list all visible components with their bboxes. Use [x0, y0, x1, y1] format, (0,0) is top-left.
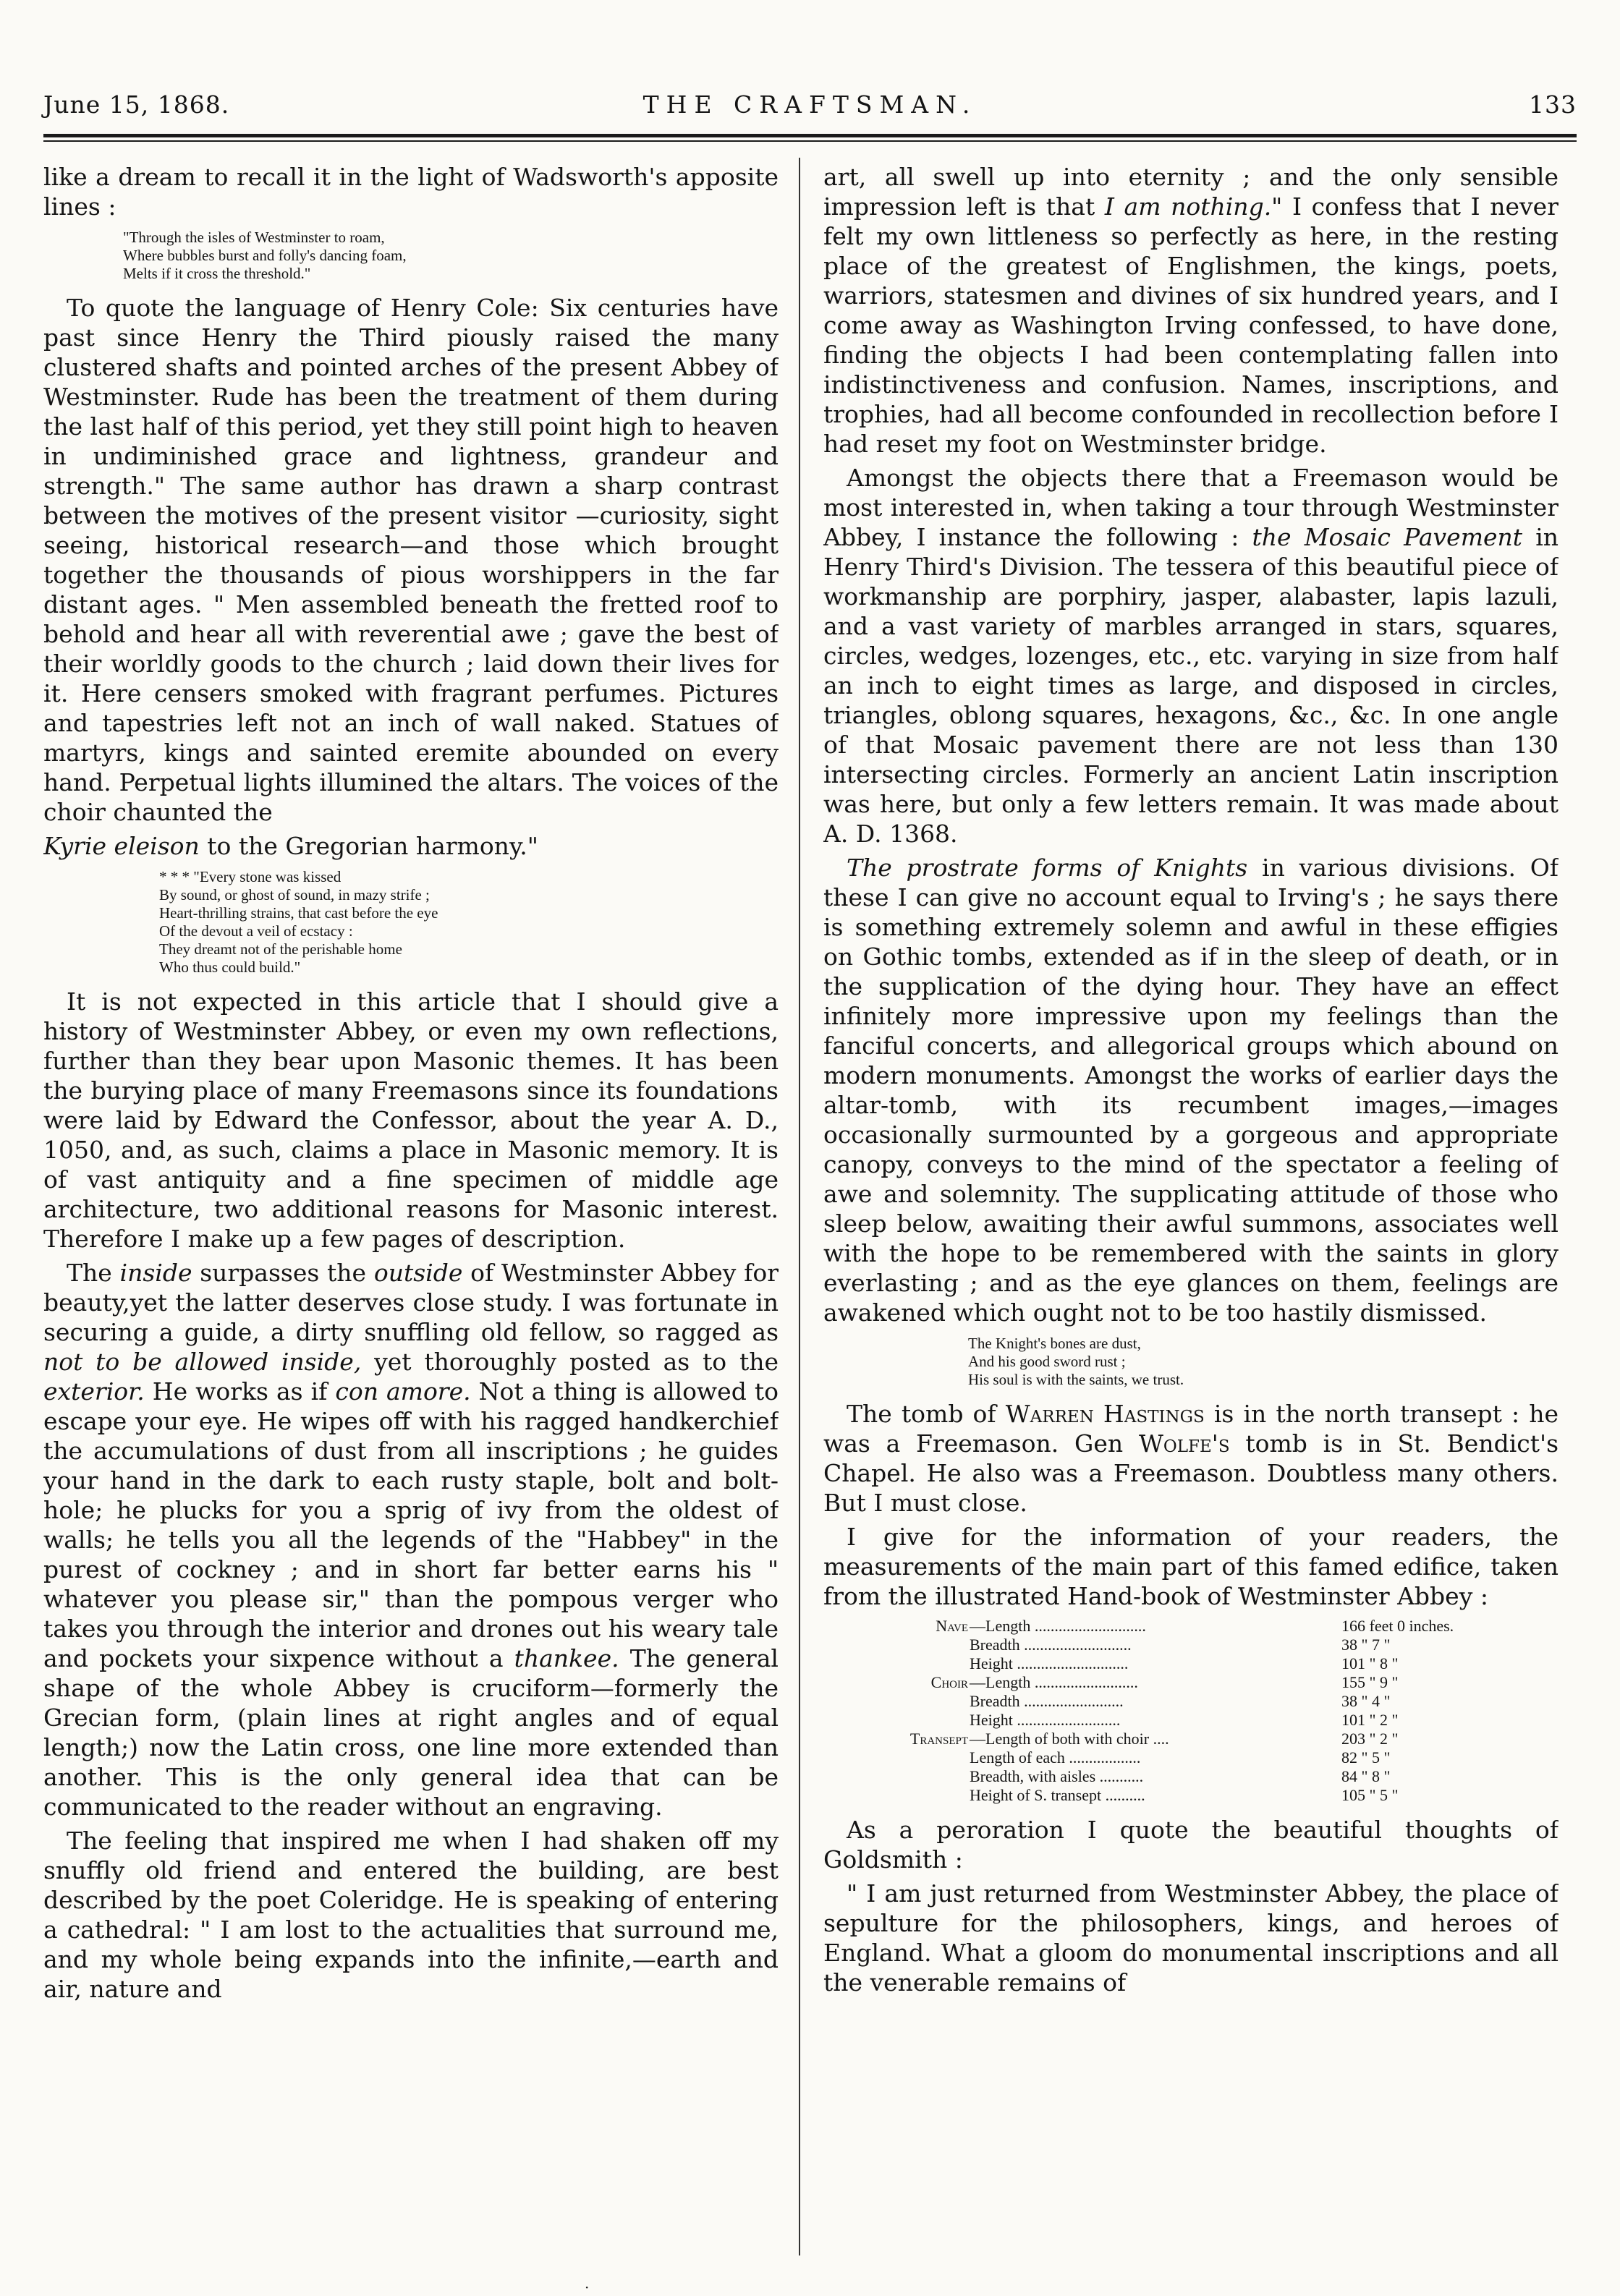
- italic-phrase: Kyrie eleison: [43, 832, 200, 860]
- verse-line: By sound, or ghost of sound, in mazy strife ;: [159, 886, 430, 903]
- text-run: The tomb of: [847, 1400, 996, 1428]
- text-run: is in the north transept : he was a Freemason. Gen: [823, 1400, 1558, 1458]
- italic-phrase: thankee.: [514, 1644, 619, 1672]
- measurement-section: [867, 1692, 970, 1711]
- italic-phrase: the Mosaic Pavement: [1252, 523, 1523, 551]
- text-run: art, all swell up into eternity ; and the only sensible impression left is that: [823, 163, 1558, 221]
- text-run: He works as if: [152, 1377, 328, 1406]
- text-run: in various divisions. Of these I can give no account equal to Irving's ; he says there is something extremely solemn and awful in these effigies on Gothic tombs, extended as if in the sleep of death, or in the supplication of the dying hour. They have an effect infinitely more impressive upon my feelings than the fanciful concerts, and allegorical groups which abound on modern monuments. Amongst the works of earlier days the altar-tomb, with its recumbent images,—images occasionally surmounted by a gorgeous and appropriate canopy, conveys to the mind of the spectator a feeling of awe and solemnity. The supplicating attitude of those who sleep below, awaiting their awful summons, associates well with the hope to be remembered with the saints in glory everlasting ; and as the eye glances on them, feelings are awakened which ought not to be too hastily dismissed.: [823, 854, 1558, 1327]
- italic-phrase: outside: [373, 1259, 463, 1287]
- paragraph: [823, 463, 1558, 849]
- italic-phrase: exterior.: [43, 1377, 145, 1406]
- text-run: in Henry Third's Division. The tessera of this beautiful piece of workmanship are porphiry, jasper, alabaster, lapis lazuli, and a vast variety of marbles arranged in stars, squares, circles, wedges, lozenges, etc., etc. varying in size from half an inch to eight times as large, and disposed in circles, triangles, oblong squares, hexagons, &c., &c. In one angle of that Mosaic pavement there are not less than 130 intersecting circles. Formerly an ancient Latin inscription was here, but only a few letters remain. It was made about A. D. 1368.: [823, 523, 1558, 848]
- header-rule-thick: [43, 134, 1577, 137]
- measurement-section: [867, 1636, 970, 1654]
- text-run: of Westminster Abbey for beauty,yet the latter deserves close study. I was fortunate in securing a guide, a dirty snuffling old fellow, so ragged as: [43, 1259, 779, 1346]
- measurement-section: Choir: [930, 1673, 968, 1691]
- measurement-label: —Length of both with choir ....: [970, 1730, 1169, 1748]
- measurement-row: [867, 1767, 1558, 1786]
- text-run: Amongst the objects there that a Freemason would be most interested in, when taking a tour through Westminster Abbey, I instance the following :: [823, 464, 1558, 551]
- print-mark: ·: [585, 2279, 590, 2296]
- measurement-row: [867, 1730, 1558, 1748]
- measurement-label: Length of each ..................: [970, 1748, 1141, 1766]
- italic-phrase: I am nothing.": [1104, 192, 1283, 221]
- small-caps-name: Wolfe's: [1138, 1429, 1230, 1458]
- measurement-row: [867, 1654, 1558, 1673]
- paragraph: [823, 162, 1558, 459]
- verse-wadsworth: [123, 229, 779, 283]
- measurement-label: —Length ..........................: [970, 1673, 1138, 1691]
- measurement-value: 101 " 2 ": [1341, 1711, 1399, 1729]
- measurement-row: [867, 1692, 1558, 1711]
- paragraph: As a peroration I quote the beautiful thoughts of Goldsmith :: [823, 1816, 1558, 1874]
- paragraph: " I am just returned from Westminster Abbey, the place of sepulture for the philosophers, kings, and heroes of England. What a gloom do monumental inscriptions and all the venerable remains of: [823, 1879, 1558, 1997]
- header-rule-thin: [43, 140, 1577, 142]
- page-header: [43, 90, 1577, 134]
- measurement-label: Breadth ...........................: [970, 1636, 1132, 1654]
- paragraph: [823, 853, 1558, 1327]
- column-divider: [799, 158, 800, 2255]
- measurement-value: 84 " 8 ": [1341, 1767, 1391, 1785]
- measurement-section: [867, 1654, 970, 1673]
- issue-date: June 15, 1868.: [43, 90, 230, 119]
- measurement-section: [867, 1786, 970, 1805]
- text-run: to the Gregorian harmony.": [207, 832, 538, 860]
- paragraph: [43, 831, 779, 861]
- paragraph: like a dream to recall it in the light of Wadsworth's apposite lines :: [43, 163, 779, 221]
- verse-line: Melts if it cross the threshold.": [123, 265, 311, 282]
- verse-coleridge: [159, 868, 779, 977]
- text-run: yet thoroughly posted as to the: [374, 1348, 779, 1376]
- text-run: surpasses the: [200, 1259, 367, 1287]
- text-run: The general shape of the whole Abbey is cruciform—formerly the Grecian form, (plain lines at right angles and of equal length;) now the Latin cross, one line more extended than another. This is the only general idea that can be communicated to the reader without an engraving.: [43, 1644, 779, 1821]
- measurement-label: Breadth .........................: [970, 1692, 1124, 1710]
- measurement-value: 166 feet 0 inches.: [1341, 1617, 1454, 1635]
- paragraph: It is not expected in this article that I should give a history of Westminster Abbey, or even my own reflections, further than they bear upon Masonic themes. It has been the burying place of many Freemasons since its foundations were laid by Edward the Confessor, about the year A. D., 1050, and, as such, claims a place in Masonic memory. It is of vast antiquity and a fine specimen of middle age architecture, two additional reasons for Masonic interest. Therefore I make up a few pages of description.: [43, 987, 779, 1253]
- measurement-label: —Length ............................: [970, 1617, 1146, 1635]
- measurement-value: 38 " 7 ": [1341, 1636, 1391, 1654]
- measurement-row: [867, 1786, 1558, 1805]
- measurement-row: [867, 1636, 1558, 1654]
- measurement-section: [867, 1748, 970, 1767]
- small-caps-name: Warren Hastings: [1005, 1400, 1205, 1428]
- verse-line: Where bubbles burst and folly's dancing foam,: [123, 247, 407, 264]
- measurement-section: [867, 1711, 970, 1730]
- verse-knight: [968, 1335, 1558, 1389]
- measurement-row: [867, 1748, 1558, 1767]
- verse-line: The Knight's bones are dust,: [968, 1335, 1141, 1352]
- left-column: [43, 162, 779, 2260]
- page-number: 133: [1529, 90, 1577, 119]
- verse-line: Of the devout a veil of ecstacy :: [159, 922, 353, 940]
- italic-phrase: The prostrate forms of Knights: [847, 854, 1248, 882]
- measurement-value: 38 " 4 ": [1341, 1692, 1391, 1710]
- italic-phrase: inside: [119, 1259, 192, 1287]
- verse-line: "Through the isles of Westminster to roam,: [123, 229, 385, 246]
- paragraph: [43, 1258, 779, 1821]
- measurement-row: [867, 1673, 1558, 1692]
- paragraph: To quote the language of Henry Cole: Six centuries have past since Henry the Third piously raised the many clustered shafts and pointed arches of the present Abbey of Westminster. Rude has been the treatment of them during the last half of this period, yet they still point high to heaven in undiminished grace and lightness, grandeur and strength." The same author has drawn a sharp contrast between the motives of the present visitor —curiosity, sight seeing, historical research—and those which brought together the thousands of pious worshippers in the far distant ages. " Men assembled beneath the fretted roof to behold and hear all with reverential awe ; gave the best of their worldly goods to the church ; laid down their lives for it. Here censers smoked with fragrant perfumes. Pictures and tapestries left not an inch of wall naked. Statues of martyrs, kings and sainted eremite abounded on every hand. Perpetual lights illumined the altars. The voices of the choir chaunted the: [43, 294, 779, 826]
- measurement-row: [867, 1711, 1558, 1730]
- text-run: The: [67, 1259, 112, 1287]
- measurement-label: Height ............................: [970, 1654, 1129, 1672]
- measurement-label: Height ..........................: [970, 1711, 1121, 1729]
- measurement-value: 155 " 9 ": [1341, 1673, 1399, 1691]
- measurement-value: 101 " 8 ": [1341, 1654, 1399, 1672]
- measurement-label: Height of S. transept ..........: [970, 1786, 1145, 1804]
- verse-line: Heart-thrilling strains, that cast before the eye: [159, 904, 438, 922]
- verse-line: And his good sword rust ;: [968, 1353, 1126, 1370]
- publication-title: THE CRAFTSMAN.: [643, 90, 977, 119]
- verse-line: * * * "Every stone was kissed: [159, 868, 342, 885]
- measurement-section: [867, 1767, 970, 1786]
- measurement-value: 105 " 5 ": [1341, 1786, 1399, 1804]
- text-run: Not a thing is allowed to escape your eye. He wipes off with his ragged handkerchief the accumulations of dust from all inscriptions ; he guides your hand in the dark to each rusty staple, bolt and bolt-hole; he plucks for you a sprig of ivy from the oldest of walls; he tells you all the legends of the "Habbey" in the purest of cockney ; and in short far better earns his " whatever you please sir," than the pompous verger who takes you through the interior and drones out his weary tale and pockets your sixpence without a: [43, 1377, 779, 1672]
- measurement-section: Transept: [909, 1730, 968, 1748]
- measurements-table: [867, 1617, 1558, 1805]
- measurement-section: Nave: [936, 1617, 968, 1635]
- measurement-row: [867, 1617, 1558, 1636]
- measurement-label: Breadth, with aisles ...........: [970, 1767, 1144, 1785]
- italic-phrase: con amore.: [335, 1377, 471, 1406]
- text-run: tomb is in St. Bendict's Chapel. He also was a Freemason. Doubtless many others. But I must close.: [823, 1429, 1558, 1517]
- paragraph: I give for the information of your readers, the measurements of the main part of this famed edifice, taken from the illustrated Hand-book of Westminster Abbey :: [823, 1523, 1558, 1610]
- verse-line: They dreamt not of the perishable home: [159, 940, 402, 958]
- italic-phrase: not to be allowed inside,: [43, 1348, 362, 1376]
- measurement-value: 203 " 2 ": [1341, 1730, 1399, 1748]
- measurement-value: 82 " 5 ": [1341, 1748, 1391, 1766]
- text-run: I confess that I never felt my own littleness so perfectly as here, in the resting place of the greatest of Englishmen, the kings, poets, warriors, statesmen and divines of six hundred years, and I come away as Washington Irving confessed, to have done, finding the objects I had been contemplating fallen into indistinctiveness and confusion. Names, inscriptions, and trophies, had all become confounded in recollection before I had reset my foot on Westminster bridge.: [823, 192, 1558, 458]
- paragraph: The feeling that inspired me when I had shaken off my snuffly old friend and entered the building, are best described by the poet Coleridge. He is speaking of entering a cathedral: " I am lost to the actualities that surround me, and my whole being expands into the infinite,—earth and air, nature and: [43, 1827, 779, 2003]
- verse-line: His soul is with the saints, we trust.: [968, 1371, 1184, 1388]
- paragraph: [823, 1399, 1558, 1518]
- right-column: [823, 162, 1558, 2260]
- verse-line: Who thus could build.": [159, 958, 301, 976]
